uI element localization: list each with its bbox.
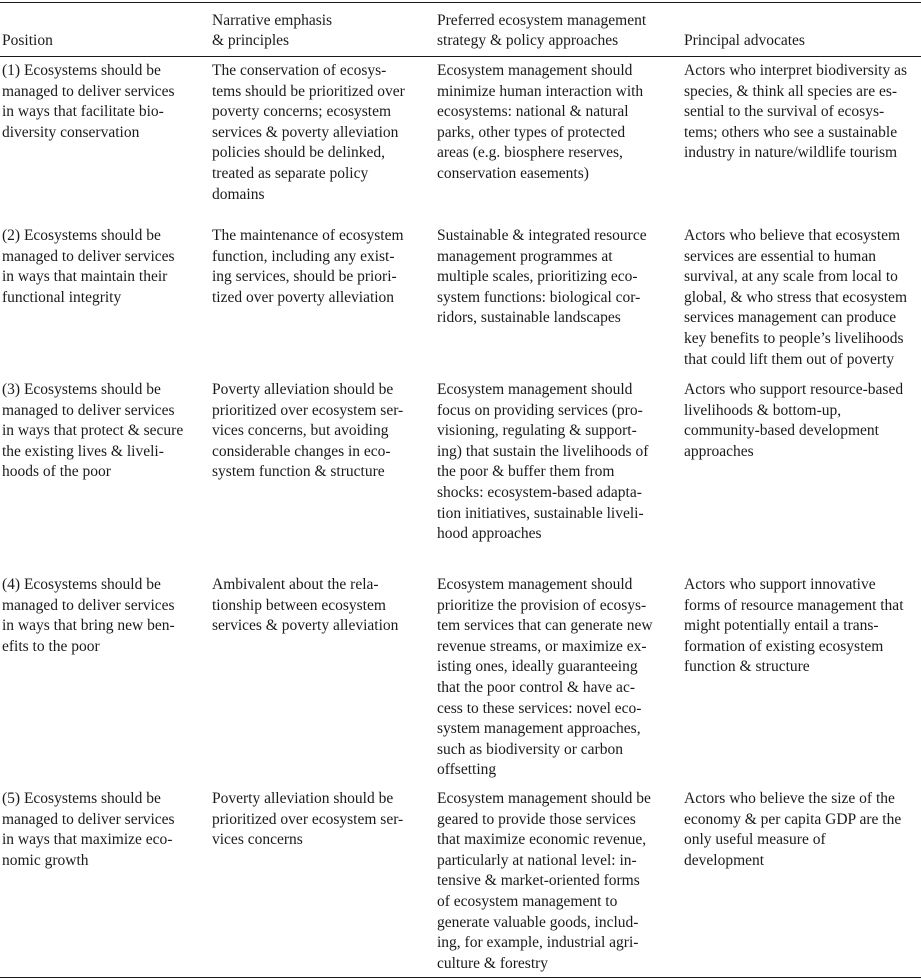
cell-line: tionship between ecosystem <box>212 596 386 614</box>
header-advocates <box>684 10 919 52</box>
cell-line: managed to deliver services <box>2 247 175 265</box>
table-top-rule <box>0 2 921 3</box>
cell-line: Actors who believe the size of the <box>684 790 895 807</box>
row-4-narrative <box>212 575 424 637</box>
row-1-narrative <box>212 61 424 205</box>
header-line: Principal advocates <box>684 32 805 50</box>
cell-line: treated as separate policy <box>212 164 369 182</box>
cell-line: community-based development <box>684 422 879 440</box>
cell-line: function, including any exist- <box>212 247 395 265</box>
cell-line: policies should be delinked, <box>212 144 386 162</box>
cell-line: sential to the survival of ecosys- <box>684 103 885 121</box>
cell-line: the existing lives & liveli- <box>2 442 164 460</box>
cell-line: in ways that maximize eco- <box>2 831 173 849</box>
cell-line: tensive & market-oriented forms <box>437 872 640 890</box>
cell-line: in ways that protect & secure <box>2 422 184 440</box>
cell-line: Sustainable & integrated resource <box>437 227 647 244</box>
header-line: strategy & policy approaches <box>437 32 619 50</box>
cell-line: domains <box>212 185 265 203</box>
cell-line: tems should be prioritized over <box>212 82 405 100</box>
cell-line: Ambivalent about the rela- <box>212 576 379 593</box>
row-3-position <box>2 380 200 483</box>
row-5-strategy <box>437 789 673 974</box>
cell-line: services & poverty alleviation <box>212 123 399 141</box>
cell-line: prioritized over ecosystem ser- <box>212 810 404 828</box>
cell-line: nomic growth <box>2 851 89 869</box>
cell-line: efits to the poor <box>2 637 100 655</box>
cell-line: considerable changes in eco- <box>212 442 391 460</box>
row-2-position <box>2 226 200 308</box>
cell-line: that the poor control & have ac- <box>437 678 635 696</box>
cell-line: global, & who stress that ecosystem <box>684 288 907 306</box>
cell-line: Actors who support resource-based <box>684 381 904 398</box>
cell-line: shocks: ecosystem-based adapta- <box>437 483 642 501</box>
cell-line: (3) Ecosystems should be <box>2 381 161 398</box>
cell-line: prioritize the provision of ecosys- <box>437 596 647 614</box>
cell-line: livelihoods & bottom-up, <box>684 401 842 419</box>
cell-line: culture & forestry <box>437 954 549 972</box>
cell-line: managed to deliver services <box>2 810 175 828</box>
cell-line: (5) Ecosystems should be <box>2 790 161 807</box>
cell-line: generate valuable goods, includ- <box>437 913 639 931</box>
row-5-position <box>2 789 200 871</box>
cell-line: Actors who believe that ecosystem <box>684 227 901 244</box>
cell-line: of ecosystem management to <box>437 892 618 910</box>
row-5-narrative <box>212 789 424 851</box>
cell-line: vices concerns <box>212 831 303 849</box>
cell-line: system management approaches, <box>437 720 641 738</box>
cell-line: offsetting <box>437 761 497 779</box>
cell-line: Poverty alleviation should be <box>212 790 394 807</box>
cell-line: vices concerns, but avoiding <box>212 422 389 440</box>
cell-line: focus on providing services (pro- <box>437 401 643 419</box>
cell-line: tized over poverty alleviation <box>212 288 395 306</box>
cell-line: system functions: biological cor- <box>437 288 641 306</box>
cell-line: (2) Ecosystems should be <box>2 227 161 244</box>
cell-line: the poor & buffer them from <box>437 463 615 481</box>
cell-line: ing services, should be priori- <box>212 268 397 286</box>
cell-line: services & poverty alleviation <box>212 617 399 635</box>
cell-line: ecosystems: national & natural <box>437 103 629 121</box>
header-line: Position <box>2 32 53 50</box>
cell-line: managed to deliver services <box>2 596 175 614</box>
row-3-advocates <box>684 380 919 462</box>
cell-line: The conservation of ecosys- <box>212 62 387 79</box>
row-3-strategy <box>437 380 673 545</box>
cell-line: in ways that maintain their <box>2 268 168 286</box>
header-strategy <box>437 10 673 52</box>
cell-line: diversity conservation <box>2 123 140 141</box>
header-line: Narrative emphasis <box>212 11 333 29</box>
cell-line: species, & think all species are es- <box>684 82 898 100</box>
cell-line: conservation easements) <box>437 164 589 182</box>
cell-line: in ways that facilitate bio- <box>2 103 164 121</box>
cell-line: managed to deliver services <box>2 82 175 100</box>
cell-line: that maximize economic revenue, <box>437 831 647 849</box>
cell-line: services are essential to human <box>684 247 876 265</box>
cell-line: economy & per capita GDP are the <box>684 810 902 828</box>
cell-line: only useful measure of <box>684 831 826 849</box>
row-1-advocates <box>684 61 919 164</box>
table-bottom-rule <box>0 977 921 978</box>
cell-line: revenue streams, or maximize ex- <box>437 637 647 655</box>
cell-line: tem services that can generate new <box>437 617 653 635</box>
cell-line: areas (e.g. biosphere reserves, <box>437 144 623 162</box>
cell-line: hood approaches <box>437 525 542 543</box>
cell-line: that could lift them out of poverty <box>684 350 895 368</box>
row-3-narrative <box>212 380 424 483</box>
cell-line: development <box>684 851 765 869</box>
row-2-advocates <box>684 226 919 370</box>
header-line: & principles <box>212 32 290 50</box>
cell-line: minimize human interaction with <box>437 82 644 100</box>
row-4-advocates <box>684 575 919 678</box>
cell-line: prioritized over ecosystem ser- <box>212 401 404 419</box>
cell-line: Ecosystem management should <box>437 62 633 79</box>
cell-line: formation of existing ecosystem <box>684 637 884 655</box>
row-2-narrative <box>212 226 424 308</box>
cell-line: might potentially entail a trans- <box>684 617 879 635</box>
row-1-strategy <box>437 61 673 185</box>
header-rule <box>0 56 921 57</box>
row-4-strategy <box>437 575 673 781</box>
cell-line: Ecosystem management should be <box>437 790 651 807</box>
header-narrative <box>212 10 424 52</box>
cell-line: parks, other types of protected <box>437 123 626 141</box>
cell-line: multiple scales, prioritizing eco- <box>437 268 638 286</box>
cell-line: services management can produce <box>684 309 897 327</box>
cell-line: Actors who support innovative <box>684 576 876 593</box>
row-2-strategy <box>437 226 673 329</box>
cell-line: ing) that sustain the livelihoods of <box>437 442 649 460</box>
cell-line: Ecosystem management should <box>437 381 633 398</box>
cell-line: industry in nature/wildlife tourism <box>684 144 898 162</box>
cell-line: in ways that bring new ben- <box>2 617 175 635</box>
cell-line: cess to these services: novel eco- <box>437 699 642 717</box>
cell-line: ing, for example, industrial agri- <box>437 934 639 952</box>
cell-line: ridors, sustainable landscapes <box>437 309 621 327</box>
cell-line: tion initiatives, sustainable liveli- <box>437 504 644 522</box>
cell-line: forms of resource management that <box>684 596 904 614</box>
cell-line: particularly at national level: in- <box>437 851 637 869</box>
cell-line: visioning, regulating & support- <box>437 422 637 440</box>
row-5-advocates <box>684 789 919 871</box>
cell-line: such as biodiversity or carbon <box>437 740 623 758</box>
cell-line: function & structure <box>684 658 810 676</box>
cell-line: (1) Ecosystems should be <box>2 62 161 79</box>
cell-line: poverty concerns; ecosystem <box>212 103 392 121</box>
row-4-position <box>2 575 200 657</box>
header-line: Preferred ecosystem management <box>437 11 647 29</box>
cell-line: managed to deliver services <box>2 401 175 419</box>
cell-line: The maintenance of ecosystem <box>212 227 404 244</box>
cell-line: tems; others who see a sustainable <box>684 123 898 141</box>
cell-line: survival, at any scale from local to <box>684 268 898 286</box>
cell-line: Ecosystem management should <box>437 576 633 593</box>
cell-line: management programmes at <box>437 247 613 265</box>
header-position <box>2 10 200 52</box>
cell-line: Poverty alleviation should be <box>212 381 394 398</box>
cell-line: key benefits to people’s livelihoods <box>684 329 904 347</box>
cell-line: hoods of the poor <box>2 463 111 481</box>
cell-line: functional integrity <box>2 288 122 306</box>
cell-line: (4) Ecosystems should be <box>2 576 161 593</box>
cell-line: system function & structure <box>212 463 385 481</box>
cell-line: geared to provide those services <box>437 810 636 828</box>
row-1-position <box>2 61 200 143</box>
cell-line: isting ones, ideally guaranteeing <box>437 658 638 676</box>
cell-line: approaches <box>684 442 754 460</box>
cell-line: Actors who interpret biodiversity as <box>684 62 907 79</box>
